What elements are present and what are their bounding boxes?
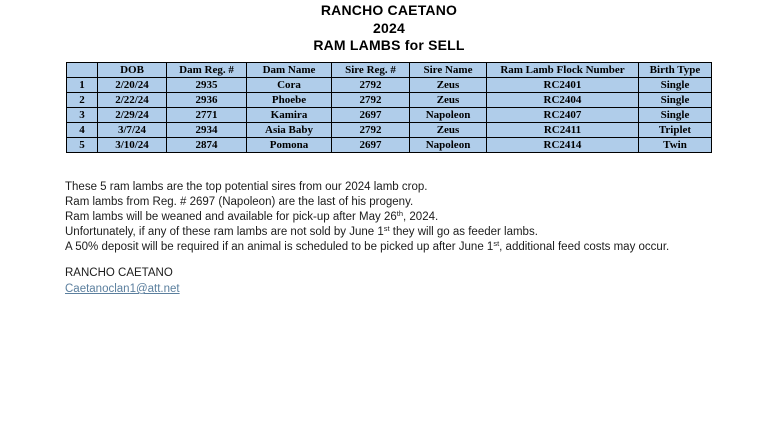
header-cell-sire-reg: Sire Reg. # <box>332 63 410 78</box>
note-text: , additional feed costs may occur. <box>499 241 670 253</box>
table-cell: Cora <box>247 78 332 93</box>
header-cell-sire-name: Sire Name <box>410 63 487 78</box>
table-cell: 4 <box>67 123 98 138</box>
table-cell: 2792 <box>332 93 410 108</box>
table-cell: Asia Baby <box>247 123 332 138</box>
table-cell: 2934 <box>167 123 247 138</box>
footer-block <box>65 265 180 297</box>
note-text: Ram lambs will be weaned and available for pick-up after May 26 <box>65 211 397 223</box>
table-cell: Single <box>639 108 712 123</box>
table-cell: 3 <box>67 108 98 123</box>
table-cell: 3/10/24 <box>98 138 167 153</box>
table-row <box>67 93 712 108</box>
note-line <box>65 210 669 225</box>
note-text: Unfortunately, if any of these ram lambs are not sold by June 1 <box>65 226 384 238</box>
ram-lambs-table <box>66 62 712 153</box>
table-row <box>67 78 712 93</box>
title-subject: RAM LAMBS for SELL <box>313 37 465 53</box>
email-link[interactable]: Caetanoclan1@att.net <box>65 283 180 295</box>
header-cell-dam-reg: Dam Reg. # <box>167 63 247 78</box>
table-cell: 2697 <box>332 108 410 123</box>
table-row <box>67 138 712 153</box>
note-line: Ram lambs from Reg. # 2697 (Napoleon) are the last of his progeny. <box>65 196 414 208</box>
table-cell: Zeus <box>410 93 487 108</box>
table-cell: Napoleon <box>410 108 487 123</box>
note-line: These 5 ram lambs are the top potential sires from our 2024 lamb crop. <box>65 181 428 193</box>
table-cell: 2697 <box>332 138 410 153</box>
header-cell-dob: DOB <box>98 63 167 78</box>
table-cell: Kamira <box>247 108 332 123</box>
table-cell: 1 <box>67 78 98 93</box>
title-year: 2024 <box>373 19 405 36</box>
title-ranch-name: RANCHO CAETANO <box>320 2 458 18</box>
notes-paragraph <box>65 180 669 255</box>
table-cell: 2792 <box>332 123 410 138</box>
table-cell: 5 <box>67 138 98 153</box>
table-cell: 2771 <box>167 108 247 123</box>
table-row <box>67 108 712 123</box>
table-cell: RC2411 <box>487 123 639 138</box>
table-cell: RC2407 <box>487 108 639 123</box>
note-line <box>65 225 669 240</box>
table-cell: Phoebe <box>247 93 332 108</box>
table-cell: 2792 <box>332 78 410 93</box>
note-superscript: st <box>493 239 500 248</box>
document-title-block <box>0 2 778 55</box>
table-cell: 2 <box>67 93 98 108</box>
header-cell-dam-name: Dam Name <box>247 63 332 78</box>
header-cell-flock-number: Ram Lamb Flock Number <box>487 63 639 78</box>
note-text: , 2024. <box>403 211 439 223</box>
table-cell: 2936 <box>167 93 247 108</box>
table-cell: Single <box>639 93 712 108</box>
header-cell-index <box>67 63 98 78</box>
table-cell: Napoleon <box>410 138 487 153</box>
note-line <box>65 240 669 255</box>
table-cell: 2935 <box>167 78 247 93</box>
footer-ranch-name: RANCHO CAETANO <box>65 267 173 279</box>
table-row <box>67 123 712 138</box>
table-cell: Zeus <box>410 123 487 138</box>
table-cell: 2874 <box>167 138 247 153</box>
table-cell: Zeus <box>410 78 487 93</box>
table-cell: 2/20/24 <box>98 78 167 93</box>
table-cell: 2/29/24 <box>98 108 167 123</box>
table-cell: RC2404 <box>487 93 639 108</box>
table-cell: Triplet <box>639 123 712 138</box>
note-text: they will go as feeder lambs. <box>389 226 538 238</box>
table-header-row <box>67 63 712 78</box>
table-cell: Single <box>639 78 712 93</box>
header-cell-birth-type: Birth Type <box>639 63 712 78</box>
table-cell: RC2401 <box>487 78 639 93</box>
note-text: A 50% deposit will be required if an animal is scheduled to be picked up after June 1 <box>65 241 494 253</box>
footer-email-line <box>65 281 180 297</box>
note-superscript: st <box>383 224 390 233</box>
table-cell: Twin <box>639 138 712 153</box>
table-cell: RC2414 <box>487 138 639 153</box>
note-superscript: th <box>396 209 404 218</box>
table-cell: Pomona <box>247 138 332 153</box>
table-cell: 2/22/24 <box>98 93 167 108</box>
table-cell: 3/7/24 <box>98 123 167 138</box>
